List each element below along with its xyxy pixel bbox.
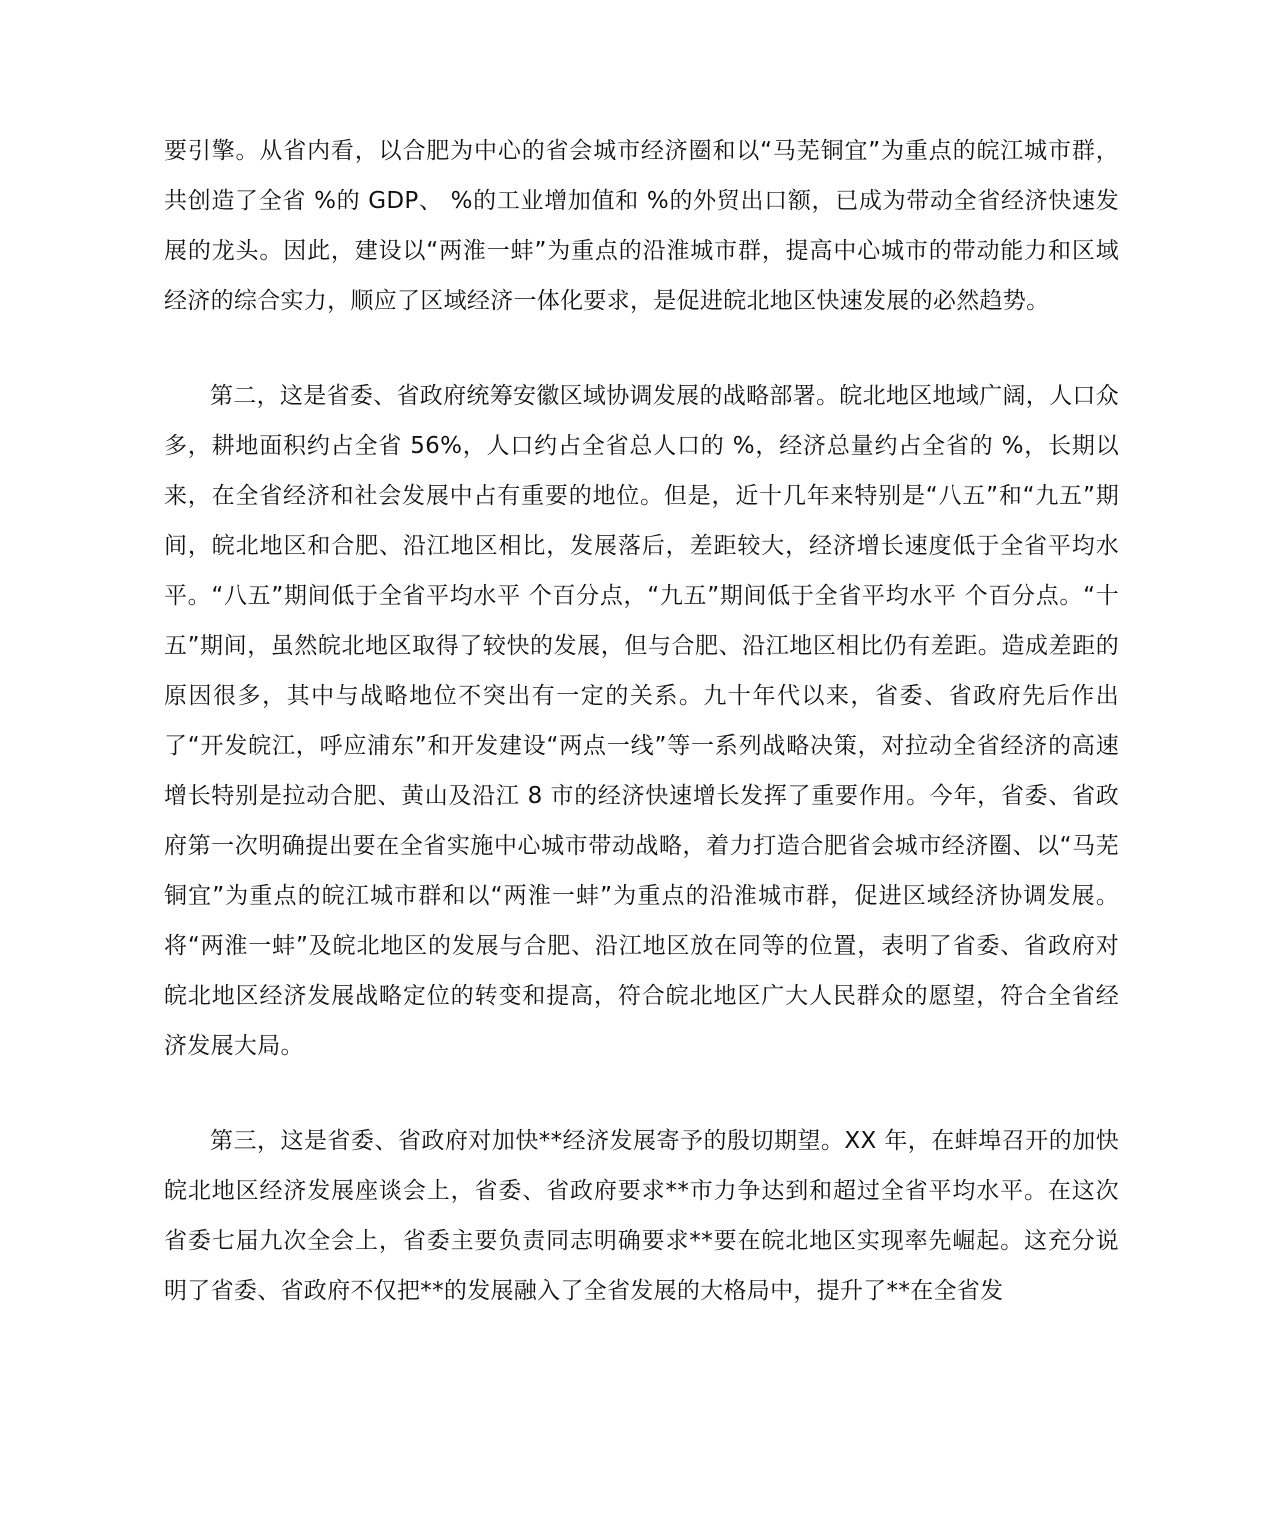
paragraph-second: 第二，这是省委、省政府统筹安徽区域协调发展的战略部署。皖北地区地域广阔，人口众多，耕地面积约占全省 56%，人口约占全省总人口的 %，经济总量约占全省的 %，长期以来，在全省经济和社会发展中占有重要的地位。但是，近十几年来特别是“八五”和“九五”期间，皖北地区和合肥、沿江地区相比，发展落后，差距较大，经济增长速度低于全省平均水平。“八五”期间低于全省平均水平 个百分点，“九五”期间低于全省平均水平 个百分点。“十五”期间，虽然皖北地区取得了较快的发展，但与合肥、沿江地区相比仍有差距。造成差距的原因很多，其中与战略地位不突出有一定的关系。九十年代以来，省委、省政府先后作出了“开发皖江，呼应浦东”和开发建设“两点一线”等一系列战略决策，对拉动全省经济的高速增长特别是拉动合肥、黄山及沿江 8 市的经济快速增长发挥了重要作用。今年，省委、省政府第一次明确提出要在全省实施中心城市带动战略，着力打造合肥省会城市经济圈、以“马芜铜宜”为重点的皖江城市群和以“两淮一蚌”为重点的沿淮城市群，促进区域经济协调发展。将“两淮一蚌”及皖北地区的发展与合肥、沿江地区放在同等的位置，表明了省委、省政府对皖北地区经济发展战略定位的转变和提高，符合皖北地区广大人民群众的愿望，符合全省经济发展大局。	[164, 383, 1119, 1059]
paragraph-gap	[164, 326, 1119, 371]
paragraph-continuation: 要引擎。从省内看，以合肥为中心的省会城市经济圈和以“马芜铜宜”为重点的皖江城市群，共创造了全省 %的 GDP、 %的工业增加值和 %的外贸出口额，已成为带动全省经济快速发展的龙头。因此，建设以“两淮一蚌”为重点的沿淮城市群，提高中心城市的带动能力和区域经济的综合实力，顺应了区域经济一体化要求，是促进皖北地区快速发展的必然趋势。	[164, 138, 1119, 314]
paragraph-gap	[164, 1071, 1119, 1116]
paragraph-third: 第三，这是省委、省政府对加快**经济发展寄予的殷切期望。XX 年，在蚌埠召开的加快皖北地区经济发展座谈会上，省委、省政府要求**市力争达到和超过全省平均水平。在这次省委七届九次全会上，省委主要负责同志明确要求**要在皖北地区实现率先崛起。这充分说明了省委、省政府不仅把**的发展融入了全省发展的大格局中，提升了**在全省发	[164, 1128, 1119, 1304]
document-body	[164, 126, 1119, 1316]
